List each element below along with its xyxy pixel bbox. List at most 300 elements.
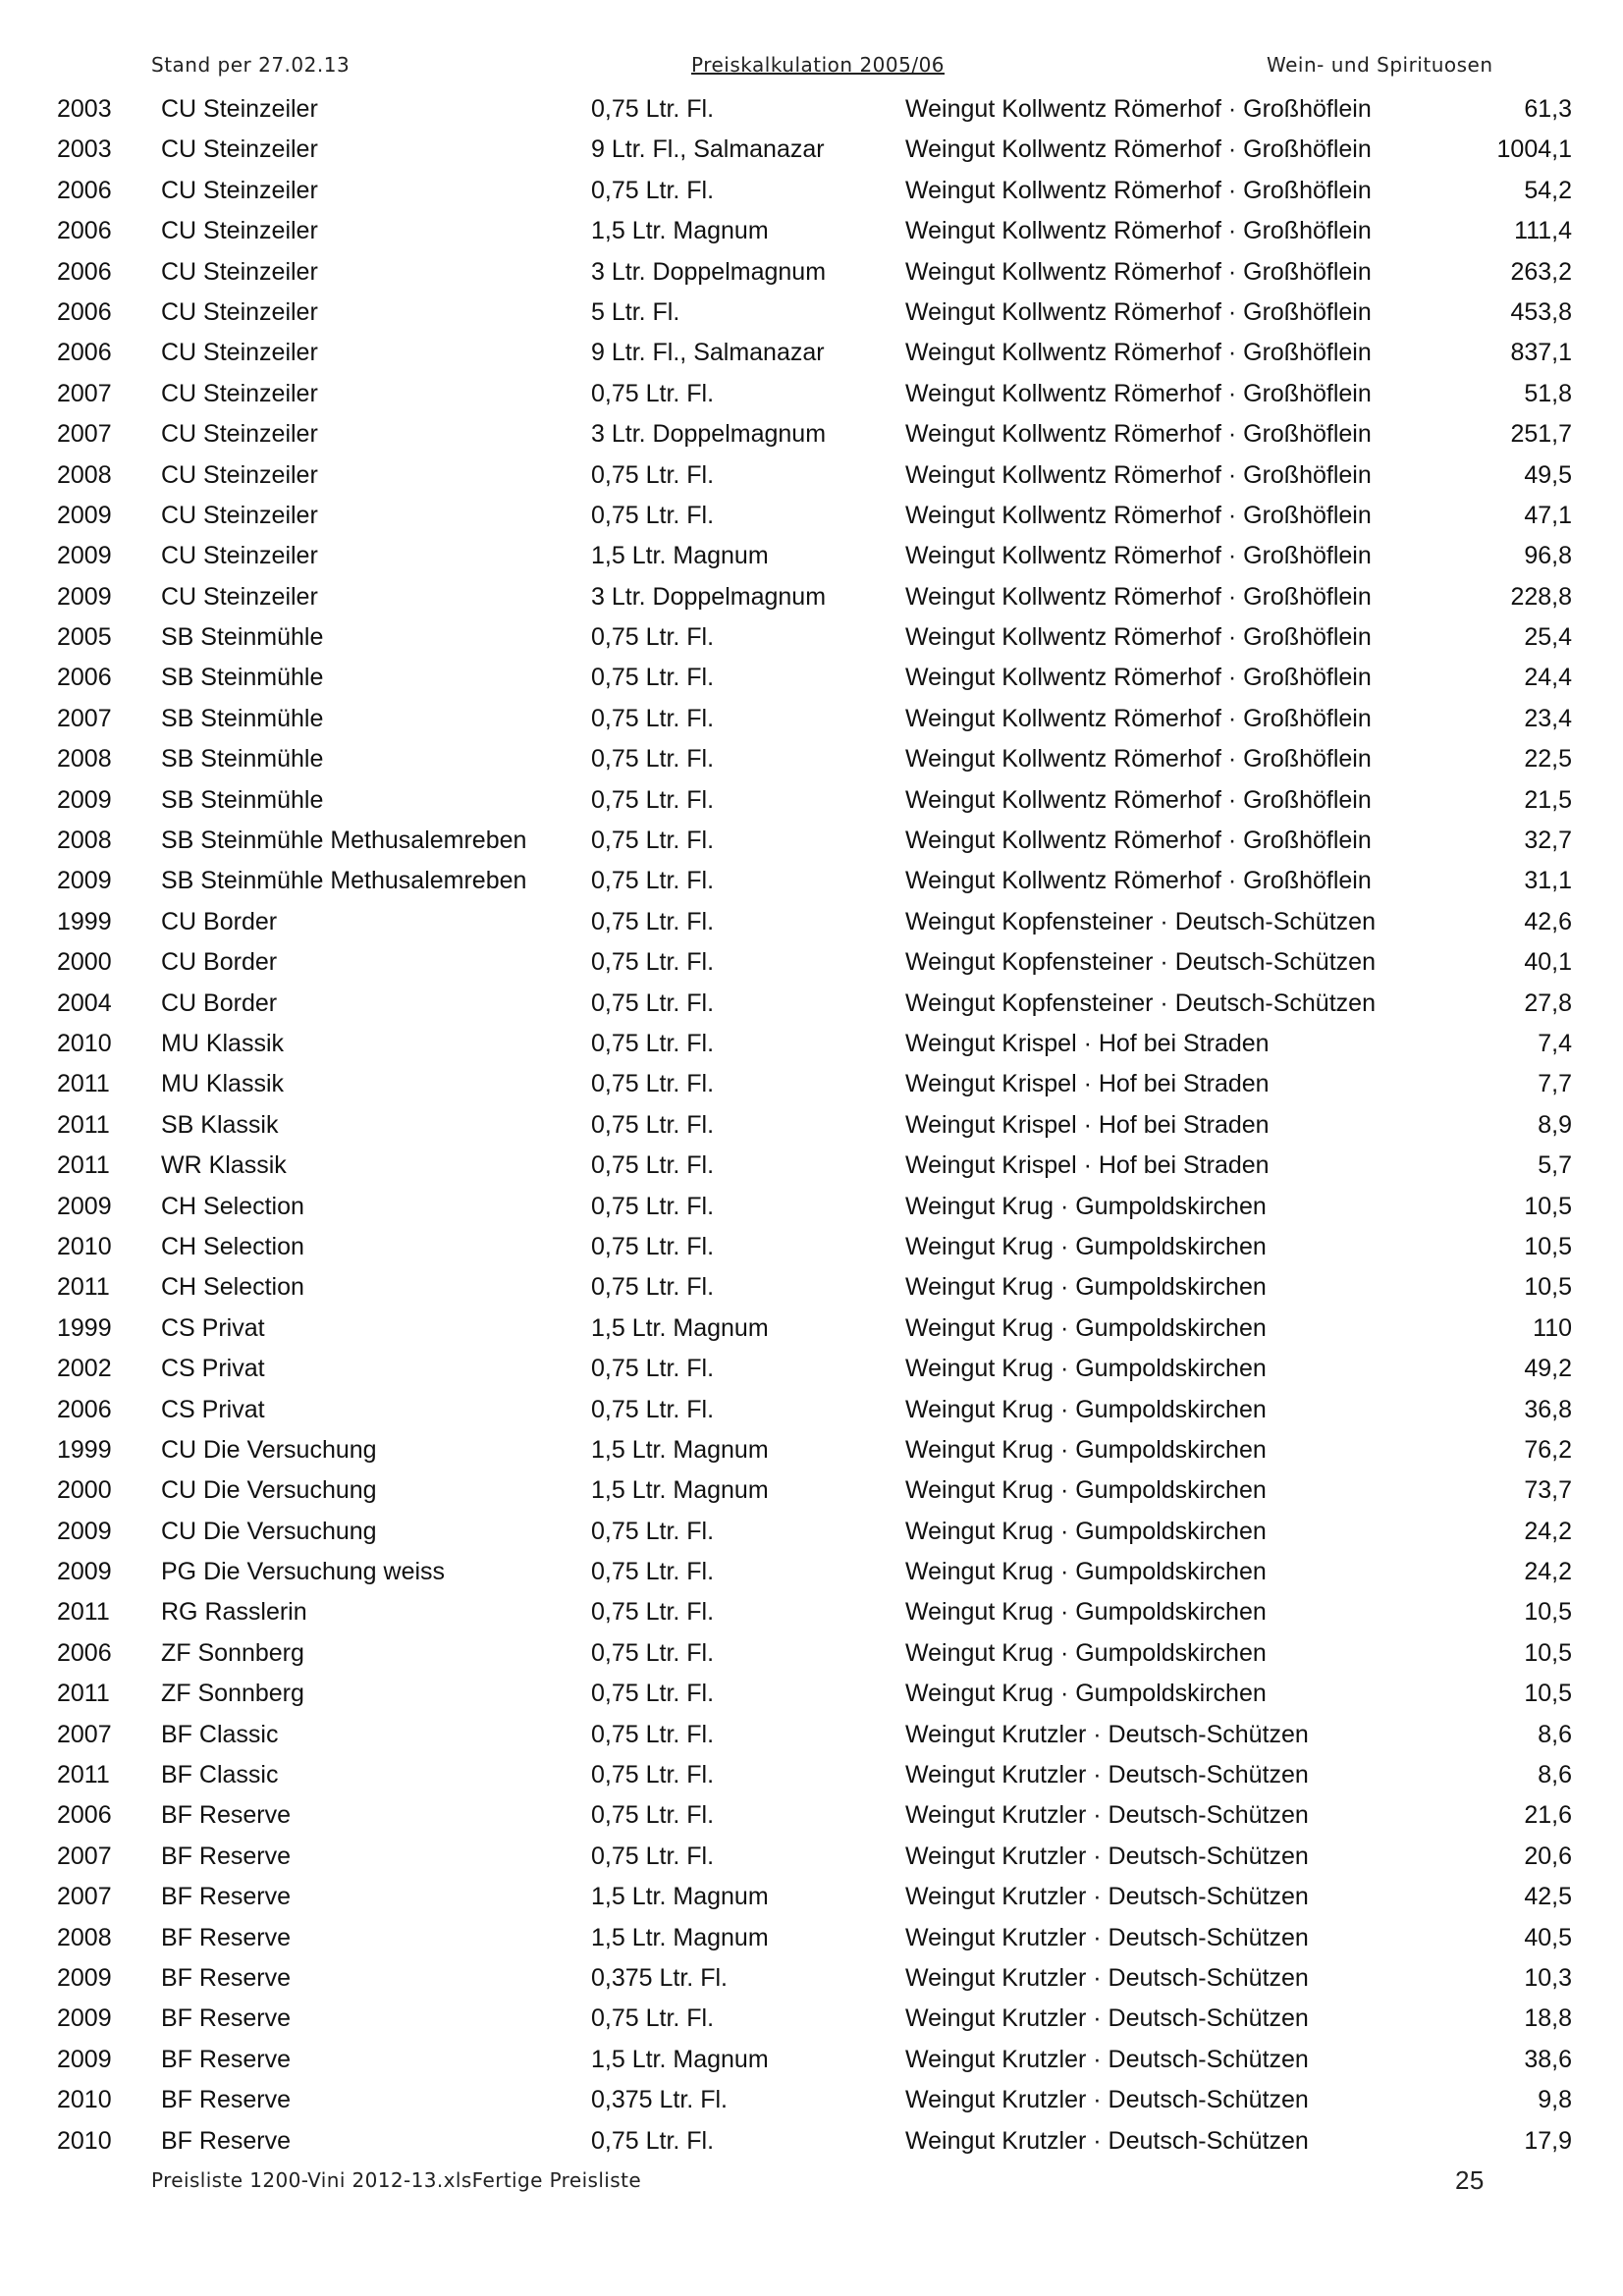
price: 10,5 xyxy=(1524,1598,1572,1627)
price: 40,5 xyxy=(1524,1923,1572,1951)
producer: Weingut Krutzler · Deutsch-Schützen xyxy=(905,1883,1309,1911)
wine-name: CU Steinzeiler xyxy=(161,95,318,123)
price: 110 xyxy=(1533,1313,1572,1342)
producer: Weingut Kollwentz Römerhof · Großhöflein xyxy=(905,297,1372,326)
producer: Weingut Krutzler · Deutsch-Schützen xyxy=(905,2126,1309,2155)
table-row xyxy=(0,332,1623,372)
producer: Weingut Kollwentz Römerhof · Großhöflein xyxy=(905,704,1372,732)
header-title: Preiskalkulation 2005/06 xyxy=(691,53,946,77)
bottle-size: 0,75 Ltr. Fl. xyxy=(591,1720,715,1748)
vintage-year: 2011 xyxy=(57,1151,110,1180)
wine-name: BF Reserve xyxy=(161,1842,291,1870)
vintage-year: 2009 xyxy=(57,582,112,611)
price: 228,8 xyxy=(1510,582,1572,611)
table-row xyxy=(0,2120,1623,2161)
price: 24,2 xyxy=(1524,1558,1572,1586)
price: 24,4 xyxy=(1524,664,1572,692)
table-row xyxy=(0,2039,1623,2079)
bottle-size: 0,75 Ltr. Fl. xyxy=(591,1558,715,1586)
producer: Weingut Kollwentz Römerhof · Großhöflein xyxy=(905,785,1372,814)
producer: Weingut Kollwentz Römerhof · Großhöflein xyxy=(905,501,1372,529)
wine-name: BF Reserve xyxy=(161,2045,291,2073)
table-row xyxy=(0,738,1623,778)
wine-name: RG Rasslerin xyxy=(161,1598,307,1627)
price: 1004,1 xyxy=(1496,135,1572,164)
wine-name: CU Steinzeiler xyxy=(161,460,318,489)
producer: Weingut Kollwentz Römerhof · Großhöflein xyxy=(905,542,1372,570)
wine-name: CU Border xyxy=(161,988,278,1017)
table-row xyxy=(0,1469,1623,1510)
table-row xyxy=(0,941,1623,982)
producer: Weingut Kollwentz Römerhof · Großhöflein xyxy=(905,582,1372,611)
table-row xyxy=(0,1714,1623,1754)
vintage-year: 2007 xyxy=(57,420,112,449)
vintage-year: 2007 xyxy=(57,379,112,407)
wine-name: CU Steinzeiler xyxy=(161,582,318,611)
vintage-year: 2006 xyxy=(57,1801,112,1830)
wine-name: CS Privat xyxy=(161,1313,265,1342)
wine-name: CU Border xyxy=(161,907,278,935)
bottle-size: 0,375 Ltr. Fl. xyxy=(591,1963,728,1992)
price: 49,2 xyxy=(1524,1355,1572,1383)
producer: Weingut Krutzler · Deutsch-Schützen xyxy=(905,1963,1309,1992)
table-row xyxy=(0,657,1623,697)
table-row xyxy=(0,413,1623,454)
vintage-year: 2009 xyxy=(57,867,112,895)
price: 21,6 xyxy=(1524,1801,1572,1830)
bottle-size: 0,75 Ltr. Fl. xyxy=(591,785,715,814)
vintage-year: 2006 xyxy=(57,664,112,692)
table-row xyxy=(0,1998,1623,2038)
vintage-year: 2010 xyxy=(57,1232,112,1260)
wine-name: CH Selection xyxy=(161,1232,304,1260)
table-row xyxy=(0,901,1623,941)
producer: Weingut Krug · Gumpoldskirchen xyxy=(905,1558,1267,1586)
vintage-year: 2009 xyxy=(57,542,112,570)
wine-name: CU Die Versuchung xyxy=(161,1517,377,1545)
producer: Weingut Kopfensteiner · Deutsch-Schützen xyxy=(905,988,1376,1017)
price: 23,4 xyxy=(1524,704,1572,732)
table-row xyxy=(0,698,1623,738)
table-row xyxy=(0,495,1623,535)
header-date: Stand per 27.02.13 xyxy=(151,53,351,77)
wine-name: CH Selection xyxy=(161,1192,304,1220)
wine-name: CU Steinzeiler xyxy=(161,217,318,245)
wine-name: MU Klassik xyxy=(161,1070,285,1098)
wine-name: BF Reserve xyxy=(161,1963,291,1992)
producer: Weingut Kollwentz Römerhof · Großhöflein xyxy=(905,257,1372,286)
producer: Weingut Krutzler · Deutsch-Schützen xyxy=(905,2045,1309,2073)
table-row xyxy=(0,1348,1623,1388)
producer: Weingut Krug · Gumpoldskirchen xyxy=(905,1598,1267,1627)
wine-name: BF Reserve xyxy=(161,1883,291,1911)
bottle-size: 0,75 Ltr. Fl. xyxy=(591,988,715,1017)
vintage-year: 2006 xyxy=(57,1395,112,1423)
wine-name: CU Steinzeiler xyxy=(161,420,318,449)
bottle-size: 1,5 Ltr. Magnum xyxy=(591,1435,769,1464)
wine-name: BF Reserve xyxy=(161,2086,291,2114)
wine-name: CU Die Versuchung xyxy=(161,1476,377,1505)
bottle-size: 0,75 Ltr. Fl. xyxy=(591,460,715,489)
wine-name: SB Steinmühle xyxy=(161,704,324,732)
producer: Weingut Krispel · Hof bei Straden xyxy=(905,1110,1270,1139)
table-row xyxy=(0,1429,1623,1469)
vintage-year: 2002 xyxy=(57,1355,112,1383)
producer: Weingut Kollwentz Römerhof · Großhöflein xyxy=(905,379,1372,407)
table-row xyxy=(0,1876,1623,1916)
producer: Weingut Krug · Gumpoldskirchen xyxy=(905,1680,1267,1708)
producer: Weingut Kopfensteiner · Deutsch-Schützen xyxy=(905,907,1376,935)
wine-name: WR Klassik xyxy=(161,1151,287,1180)
bottle-size: 0,75 Ltr. Fl. xyxy=(591,1517,715,1545)
vintage-year: 2000 xyxy=(57,1476,112,1505)
vintage-year: 2007 xyxy=(57,1842,112,1870)
vintage-year: 2006 xyxy=(57,257,112,286)
table-row xyxy=(0,1591,1623,1631)
wine-name: SB Steinmühle Methusalemreben xyxy=(161,827,527,855)
producer: Weingut Krug · Gumpoldskirchen xyxy=(905,1476,1267,1505)
table-row xyxy=(0,1063,1623,1103)
price: 73,7 xyxy=(1524,1476,1572,1505)
bottle-size: 0,75 Ltr. Fl. xyxy=(591,1110,715,1139)
wine-name: MU Klassik xyxy=(161,1029,285,1057)
producer: Weingut Krutzler · Deutsch-Schützen xyxy=(905,2004,1309,2033)
bottle-size: 0,75 Ltr. Fl. xyxy=(591,867,715,895)
vintage-year: 2008 xyxy=(57,827,112,855)
producer: Weingut Krutzler · Deutsch-Schützen xyxy=(905,1761,1309,1789)
bottle-size: 9 Ltr. Fl., Salmanazar xyxy=(591,339,825,367)
bottle-size: 0,75 Ltr. Fl. xyxy=(591,379,715,407)
vintage-year: 2006 xyxy=(57,1638,112,1667)
vintage-year: 2000 xyxy=(57,948,112,977)
producer: Weingut Krug · Gumpoldskirchen xyxy=(905,1232,1267,1260)
table-row xyxy=(0,251,1623,292)
producer: Weingut Kopfensteiner · Deutsch-Schützen xyxy=(905,948,1376,977)
price: 453,8 xyxy=(1510,297,1572,326)
producer: Weingut Kollwentz Römerhof · Großhöflein xyxy=(905,339,1372,367)
price: 42,5 xyxy=(1524,1883,1572,1911)
price: 8,6 xyxy=(1538,1720,1572,1748)
price: 7,4 xyxy=(1538,1029,1572,1057)
bottle-size: 0,75 Ltr. Fl. xyxy=(591,948,715,977)
wine-name: CU Die Versuchung xyxy=(161,1435,377,1464)
producer: Weingut Krutzler · Deutsch-Schützen xyxy=(905,2086,1309,2114)
vintage-year: 2008 xyxy=(57,460,112,489)
table-row xyxy=(0,1836,1623,1876)
table-row xyxy=(0,1957,1623,1998)
price: 10,5 xyxy=(1524,1232,1572,1260)
bottle-size: 0,75 Ltr. Fl. xyxy=(591,1598,715,1627)
price: 10,5 xyxy=(1524,1680,1572,1708)
table-row xyxy=(0,373,1623,413)
wine-name: BF Reserve xyxy=(161,1923,291,1951)
table-row xyxy=(0,1511,1623,1551)
wine-name: CU Steinzeiler xyxy=(161,257,318,286)
wine-name: BF Classic xyxy=(161,1761,279,1789)
producer: Weingut Kollwentz Römerhof · Großhöflein xyxy=(905,420,1372,449)
wine-name: SB Steinmühle xyxy=(161,664,324,692)
table-row xyxy=(0,2079,1623,2119)
producer: Weingut Kollwentz Römerhof · Großhöflein xyxy=(905,217,1372,245)
table-row xyxy=(0,1023,1623,1063)
vintage-year: 2009 xyxy=(57,1963,112,1992)
table-row xyxy=(0,535,1623,575)
bottle-size: 0,75 Ltr. Fl. xyxy=(591,907,715,935)
vintage-year: 2009 xyxy=(57,1517,112,1545)
bottle-size: 0,75 Ltr. Fl. xyxy=(591,501,715,529)
price: 17,9 xyxy=(1524,2126,1572,2155)
producer: Weingut Kollwentz Römerhof · Großhöflein xyxy=(905,623,1372,652)
vintage-year: 2009 xyxy=(57,501,112,529)
bottle-size: 1,5 Ltr. Magnum xyxy=(591,1476,769,1505)
bottle-size: 0,75 Ltr. Fl. xyxy=(591,176,715,204)
bottle-size: 0,75 Ltr. Fl. xyxy=(591,1273,715,1302)
price: 251,7 xyxy=(1510,420,1572,449)
bottle-size: 3 Ltr. Doppelmagnum xyxy=(591,257,827,286)
vintage-year: 2006 xyxy=(57,297,112,326)
price: 5,7 xyxy=(1538,1151,1572,1180)
producer: Weingut Krutzler · Deutsch-Schützen xyxy=(905,1801,1309,1830)
price: 54,2 xyxy=(1524,176,1572,204)
table-row xyxy=(0,820,1623,860)
vintage-year: 2009 xyxy=(57,1558,112,1586)
bottle-size: 5 Ltr. Fl. xyxy=(591,297,680,326)
vintage-year: 2009 xyxy=(57,1192,112,1220)
vintage-year: 2007 xyxy=(57,1720,112,1748)
vintage-year: 2011 xyxy=(57,1070,110,1098)
bottle-size: 0,75 Ltr. Fl. xyxy=(591,1355,715,1383)
vintage-year: 1999 xyxy=(57,1313,112,1342)
price: 837,1 xyxy=(1510,339,1572,367)
price: 21,5 xyxy=(1524,785,1572,814)
bottle-size: 1,5 Ltr. Magnum xyxy=(591,542,769,570)
header-category: Wein- und Spirituosen xyxy=(1267,53,1493,77)
producer: Weingut Krug · Gumpoldskirchen xyxy=(905,1313,1267,1342)
price: 27,8 xyxy=(1524,988,1572,1017)
table-row xyxy=(0,576,1623,616)
wine-name: SB Steinmühle xyxy=(161,623,324,652)
footer-filename: Preisliste 1200-Vini 2012-13.xlsFertige Preisliste xyxy=(151,2168,642,2192)
table-row xyxy=(0,129,1623,169)
price: 38,6 xyxy=(1524,2045,1572,2073)
price: 18,8 xyxy=(1524,2004,1572,2033)
vintage-year: 2011 xyxy=(57,1273,110,1302)
wine-name: BF Reserve xyxy=(161,2004,291,2033)
wine-name: CS Privat xyxy=(161,1355,265,1383)
vintage-year: 2009 xyxy=(57,2004,112,2033)
vintage-year: 2011 xyxy=(57,1680,110,1708)
price: 51,8 xyxy=(1524,379,1572,407)
wine-name: SB Klassik xyxy=(161,1110,279,1139)
vintage-year: 2008 xyxy=(57,1923,112,1951)
price: 8,6 xyxy=(1538,1761,1572,1789)
price: 25,4 xyxy=(1524,623,1572,652)
producer: Weingut Krispel · Hof bei Straden xyxy=(905,1151,1270,1180)
vintage-year: 2010 xyxy=(57,2126,112,2155)
producer: Weingut Kollwentz Römerhof · Großhöflein xyxy=(905,867,1372,895)
producer: Weingut Krug · Gumpoldskirchen xyxy=(905,1395,1267,1423)
price: 111,4 xyxy=(1514,217,1572,245)
bottle-size: 0,75 Ltr. Fl. xyxy=(591,1151,715,1180)
vintage-year: 1999 xyxy=(57,907,112,935)
producer: Weingut Krispel · Hof bei Straden xyxy=(905,1029,1270,1057)
price: 263,2 xyxy=(1510,257,1572,286)
wine-name: SB Steinmühle xyxy=(161,745,324,774)
wine-name: CS Privat xyxy=(161,1395,265,1423)
bottle-size: 0,75 Ltr. Fl. xyxy=(591,2126,715,2155)
wine-name: ZF Sonnberg xyxy=(161,1638,304,1667)
table-row xyxy=(0,454,1623,495)
price: 8,9 xyxy=(1538,1110,1572,1139)
wine-name: CU Steinzeiler xyxy=(161,339,318,367)
vintage-year: 2009 xyxy=(57,785,112,814)
table-row xyxy=(0,1266,1623,1307)
table-row xyxy=(0,1917,1623,1957)
vintage-year: 1999 xyxy=(57,1435,112,1464)
price: 10,5 xyxy=(1524,1192,1572,1220)
wine-name: CU Steinzeiler xyxy=(161,135,318,164)
bottle-size: 0,75 Ltr. Fl. xyxy=(591,827,715,855)
price: 49,5 xyxy=(1524,460,1572,489)
bottle-size: 0,75 Ltr. Fl. xyxy=(591,1070,715,1098)
wine-name: CH Selection xyxy=(161,1273,304,1302)
producer: Weingut Kollwentz Römerhof · Großhöflein xyxy=(905,827,1372,855)
bottle-size: 3 Ltr. Doppelmagnum xyxy=(591,582,827,611)
producer: Weingut Kollwentz Römerhof · Großhöflein xyxy=(905,664,1372,692)
vintage-year: 2010 xyxy=(57,2086,112,2114)
price: 36,8 xyxy=(1524,1395,1572,1423)
bottle-size: 0,75 Ltr. Fl. xyxy=(591,1395,715,1423)
bottle-size: 1,5 Ltr. Magnum xyxy=(591,1313,769,1342)
bottle-size: 0,75 Ltr. Fl. xyxy=(591,664,715,692)
wine-name: CU Steinzeiler xyxy=(161,542,318,570)
wine-name: SB Steinmühle Methusalemreben xyxy=(161,867,527,895)
producer: Weingut Krutzler · Deutsch-Schützen xyxy=(905,1923,1309,1951)
price: 10,5 xyxy=(1524,1638,1572,1667)
vintage-year: 2008 xyxy=(57,745,112,774)
table-row xyxy=(0,1226,1623,1266)
producer: Weingut Kollwentz Römerhof · Großhöflein xyxy=(905,460,1372,489)
producer: Weingut Krug · Gumpoldskirchen xyxy=(905,1517,1267,1545)
bottle-size: 0,75 Ltr. Fl. xyxy=(591,1761,715,1789)
table-row xyxy=(0,1754,1623,1794)
vintage-year: 2011 xyxy=(57,1110,110,1139)
wine-name: BF Classic xyxy=(161,1720,279,1748)
price: 76,2 xyxy=(1524,1435,1572,1464)
table-row xyxy=(0,1104,1623,1145)
vintage-year: 2004 xyxy=(57,988,112,1017)
bottle-size: 0,75 Ltr. Fl. xyxy=(591,1029,715,1057)
vintage-year: 2006 xyxy=(57,339,112,367)
table-row xyxy=(0,1551,1623,1591)
wine-name: SB Steinmühle xyxy=(161,785,324,814)
price: 61,3 xyxy=(1524,95,1572,123)
vintage-year: 2011 xyxy=(57,1761,110,1789)
vintage-year: 2006 xyxy=(57,176,112,204)
table-row xyxy=(0,860,1623,900)
wine-name: CU Steinzeiler xyxy=(161,501,318,529)
table-row xyxy=(0,292,1623,332)
price: 22,5 xyxy=(1524,745,1572,774)
table-row xyxy=(0,1308,1623,1348)
vintage-year: 2010 xyxy=(57,1029,112,1057)
wine-name: CU Steinzeiler xyxy=(161,176,318,204)
wine-name: BF Reserve xyxy=(161,2126,291,2155)
price: 47,1 xyxy=(1524,501,1572,529)
bottle-size: 0,75 Ltr. Fl. xyxy=(591,1801,715,1830)
bottle-size: 1,5 Ltr. Magnum xyxy=(591,217,769,245)
producer: Weingut Krispel · Hof bei Straden xyxy=(905,1070,1270,1098)
price: 96,8 xyxy=(1524,542,1572,570)
table-row xyxy=(0,1673,1623,1713)
producer: Weingut Krug · Gumpoldskirchen xyxy=(905,1355,1267,1383)
vintage-year: 2005 xyxy=(57,623,112,652)
producer: Weingut Kollwentz Römerhof · Großhöflein xyxy=(905,745,1372,774)
producer: Weingut Kollwentz Römerhof · Großhöflein xyxy=(905,95,1372,123)
bottle-size: 0,75 Ltr. Fl. xyxy=(591,95,715,123)
producer: Weingut Krutzler · Deutsch-Schützen xyxy=(905,1720,1309,1748)
price-table xyxy=(0,88,1623,2161)
wine-name: ZF Sonnberg xyxy=(161,1680,304,1708)
bottle-size: 9 Ltr. Fl., Salmanazar xyxy=(591,135,825,164)
bottle-size: 3 Ltr. Doppelmagnum xyxy=(591,420,827,449)
vintage-year: 2011 xyxy=(57,1598,110,1627)
wine-name: CU Steinzeiler xyxy=(161,379,318,407)
table-row xyxy=(0,210,1623,250)
price: 31,1 xyxy=(1524,867,1572,895)
bottle-size: 0,75 Ltr. Fl. xyxy=(591,1638,715,1667)
producer: Weingut Krug · Gumpoldskirchen xyxy=(905,1435,1267,1464)
price: 10,5 xyxy=(1524,1273,1572,1302)
bottle-size: 1,5 Ltr. Magnum xyxy=(591,1883,769,1911)
wine-name: BF Reserve xyxy=(161,1801,291,1830)
table-row xyxy=(0,779,1623,820)
table-row xyxy=(0,983,1623,1023)
table-row xyxy=(0,1145,1623,1185)
table-row xyxy=(0,88,1623,129)
page-number: 25 xyxy=(1455,2165,1485,2195)
table-row xyxy=(0,1186,1623,1226)
producer: Weingut Kollwentz Römerhof · Großhöflein xyxy=(905,135,1372,164)
wine-name: CU Border xyxy=(161,948,278,977)
bottle-size: 0,375 Ltr. Fl. xyxy=(591,2086,728,2114)
table-row xyxy=(0,170,1623,210)
bottle-size: 1,5 Ltr. Magnum xyxy=(591,2045,769,2073)
price: 24,2 xyxy=(1524,1517,1572,1545)
vintage-year: 2003 xyxy=(57,135,112,164)
price: 40,1 xyxy=(1524,948,1572,977)
bottle-size: 0,75 Ltr. Fl. xyxy=(591,704,715,732)
vintage-year: 2003 xyxy=(57,95,112,123)
price: 7,7 xyxy=(1538,1070,1572,1098)
price: 42,6 xyxy=(1524,907,1572,935)
bottle-size: 0,75 Ltr. Fl. xyxy=(591,2004,715,2033)
bottle-size: 0,75 Ltr. Fl. xyxy=(591,1232,715,1260)
table-row xyxy=(0,1794,1623,1835)
producer: Weingut Krug · Gumpoldskirchen xyxy=(905,1273,1267,1302)
vintage-year: 2006 xyxy=(57,217,112,245)
table-row xyxy=(0,1632,1623,1673)
price: 9,8 xyxy=(1538,2086,1572,2114)
bottle-size: 0,75 Ltr. Fl. xyxy=(591,1192,715,1220)
producer: Weingut Krug · Gumpoldskirchen xyxy=(905,1192,1267,1220)
vintage-year: 2007 xyxy=(57,704,112,732)
vintage-year: 2007 xyxy=(57,1883,112,1911)
price: 20,6 xyxy=(1524,1842,1572,1870)
producer: Weingut Krug · Gumpoldskirchen xyxy=(905,1638,1267,1667)
producer: Weingut Kollwentz Römerhof · Großhöflein xyxy=(905,176,1372,204)
bottle-size: 0,75 Ltr. Fl. xyxy=(591,745,715,774)
